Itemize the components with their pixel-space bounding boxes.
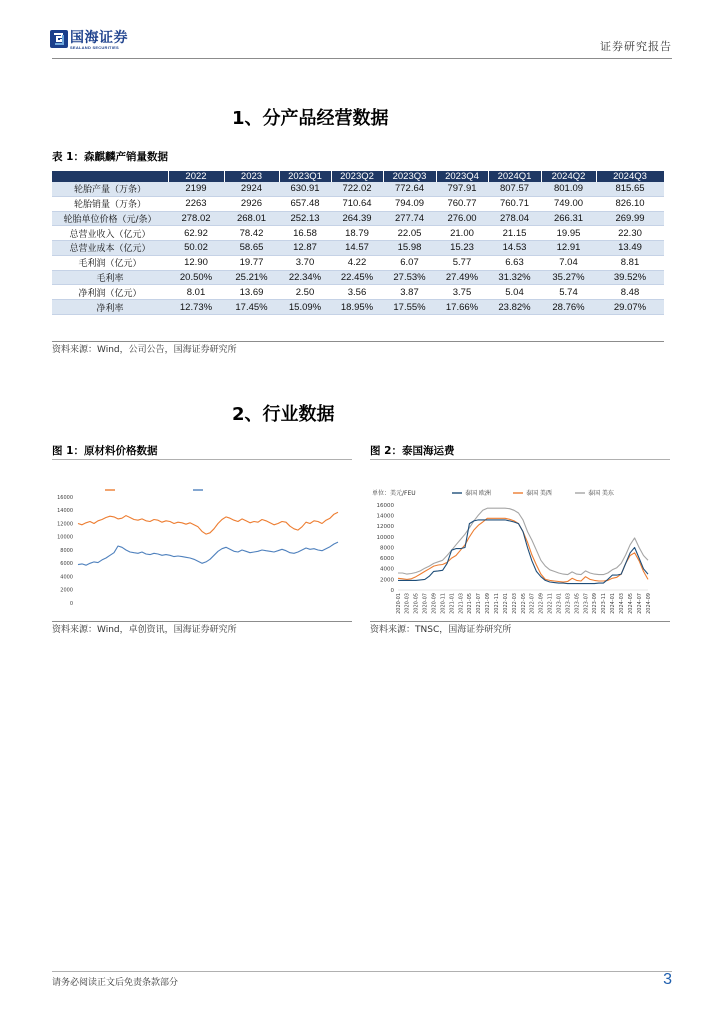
table-cell: 2199 — [168, 182, 224, 196]
x-tick-label: 2021-01 — [449, 593, 456, 614]
table-cell: 58.65 — [224, 241, 279, 256]
y-tick-label: 2000 — [380, 577, 394, 584]
raw-material-price-chart — [52, 462, 352, 620]
table-cell: 22.30 — [596, 226, 664, 241]
table-column-header: 2024Q1 — [488, 171, 541, 182]
table-cell: 760.77 — [436, 196, 488, 211]
figure1-caption: 图 1：原材料价格数据 — [52, 445, 158, 457]
table-cell: 17.55% — [383, 300, 436, 315]
table-row-label: 总营业成本（亿元） — [52, 241, 168, 256]
table-cell: 7.04 — [541, 255, 596, 270]
table-column-header: 2024Q2 — [541, 171, 596, 182]
table-cell: 22.34% — [279, 270, 331, 285]
x-tick-label: 2024-09 — [645, 593, 652, 614]
header-divider — [52, 58, 672, 59]
series-line-0 — [78, 512, 338, 534]
table-cell: 269.99 — [596, 211, 664, 226]
x-tick-label: 2023-07 — [583, 593, 590, 614]
table-cell: 12.90 — [168, 255, 224, 270]
table-cell: 62.92 — [168, 226, 224, 241]
report-type-label: 证券研究报告 — [600, 40, 672, 53]
x-tick-label: 2022-05 — [520, 593, 527, 614]
table-cell: 14.57 — [331, 241, 383, 256]
table-cell: 3.70 — [279, 255, 331, 270]
x-tick-label: 2021-05 — [467, 593, 474, 614]
figure2-source: 资料来源：TNSC，国海证券研究所 — [370, 625, 512, 635]
table-cell: 20.50% — [168, 270, 224, 285]
table-row — [52, 241, 664, 256]
table-cell: 6.07 — [383, 255, 436, 270]
table-row — [52, 211, 664, 226]
table-column-header: 2024Q3 — [596, 171, 664, 182]
table-header-row — [52, 171, 664, 182]
table-cell: 2926 — [224, 196, 279, 211]
table-cell: 8.81 — [596, 255, 664, 270]
table-cell: 19.95 — [541, 226, 596, 241]
table-cell: 21.00 — [436, 226, 488, 241]
x-tick-label: 2020-09 — [431, 593, 438, 614]
table-row — [52, 196, 664, 211]
table-cell: 2924 — [224, 182, 279, 196]
logo-icon — [50, 30, 68, 48]
x-tick-label: 2022-03 — [511, 593, 518, 614]
x-tick-label: 2023-05 — [574, 593, 581, 614]
table-cell: 5.77 — [436, 255, 488, 270]
legend-label: 泰国 欧洲 — [465, 490, 491, 498]
x-tick-label: 2020-11 — [440, 593, 447, 614]
table-cell: 4.22 — [331, 255, 383, 270]
table-cell: 2263 — [168, 196, 224, 211]
table-row — [52, 270, 664, 285]
table-cell: 797.91 — [436, 182, 488, 196]
y-tick-label: 10000 — [57, 534, 73, 541]
table-cell: 807.57 — [488, 182, 541, 196]
table-cell: 14.53 — [488, 241, 541, 256]
thailand-freight-chart — [370, 462, 670, 620]
table-cell: 794.09 — [383, 196, 436, 211]
y-tick-label: 6000 — [380, 556, 394, 562]
source-divider — [52, 341, 664, 342]
x-tick-label: 2022-09 — [538, 593, 545, 614]
series-line-1 — [78, 542, 338, 565]
table-cell: 760.71 — [488, 196, 541, 211]
table-cell: 630.91 — [279, 182, 331, 196]
table-cell: 278.02 — [168, 211, 224, 226]
table-row — [52, 285, 664, 300]
x-tick-label: 2024-07 — [636, 593, 643, 614]
x-tick-label: 2024-01 — [610, 593, 616, 614]
table-cell: 268.01 — [224, 211, 279, 226]
x-tick-label: 2022-11 — [547, 593, 554, 614]
y-tick-label: 10000 — [376, 534, 394, 541]
y-tick-label: 8000 — [380, 545, 394, 552]
y-tick-label: 4000 — [380, 566, 394, 573]
y-tick-label: 4000 — [60, 574, 73, 581]
table-cell: 2.50 — [279, 285, 331, 300]
table-cell: 826.10 — [596, 196, 664, 211]
table-cell: 21.15 — [488, 226, 541, 241]
y-tick-label: 12000 — [57, 521, 73, 528]
y-unit-label: 单位：美元/FEU — [372, 490, 416, 498]
figure1-source: 资料来源：Wind，卓创资讯，国海证券研究所 — [52, 625, 237, 635]
table-cell: 18.95% — [331, 300, 383, 315]
table-row-label: 净利润（亿元） — [52, 285, 168, 300]
series-line-1 — [398, 518, 648, 582]
table-column-header: 2023 — [224, 171, 279, 182]
table-cell: 22.05 — [383, 226, 436, 241]
y-tick-label: 0 — [390, 587, 394, 594]
table-column-header: 2023Q3 — [383, 171, 436, 182]
x-tick-label: 2021-07 — [476, 593, 483, 614]
y-tick-label: 2000 — [60, 587, 73, 594]
table-cell: 6.63 — [488, 255, 541, 270]
x-tick-label: 2020-01 — [395, 593, 402, 614]
footer-divider — [52, 971, 672, 972]
table-cell: 39.52% — [596, 270, 664, 285]
table-row — [52, 182, 664, 196]
figure2-caption: 图 2：泰国海运费 — [370, 445, 455, 457]
table-row-label: 毛利率 — [52, 270, 168, 285]
table-cell: 16.58 — [279, 226, 331, 241]
table-cell: 12.87 — [279, 241, 331, 256]
table-cell: 27.49% — [436, 270, 488, 285]
section-title-2: 2、行业数据 — [232, 404, 335, 425]
x-tick-label: 2022-07 — [529, 593, 536, 614]
x-tick-label: 2020-07 — [422, 593, 429, 614]
table-cell: 22.45% — [331, 270, 383, 285]
table-cell: 5.74 — [541, 285, 596, 300]
legend-label: 泰国 美西 — [526, 490, 552, 498]
table-cell: 15.09% — [279, 300, 331, 315]
table-row — [52, 255, 664, 270]
table-cell: 18.79 — [331, 226, 383, 241]
logo-subtext: SEALAND SECURITIES — [70, 45, 119, 50]
y-tick-label: 0 — [69, 600, 73, 607]
x-tick-label: 2020-05 — [413, 593, 420, 614]
table-cell: 252.13 — [279, 211, 331, 226]
data-table — [52, 171, 665, 315]
figure1-caption-divider — [52, 459, 352, 460]
figure2-caption-divider — [370, 459, 670, 460]
table-cell: 27.53% — [383, 270, 436, 285]
y-tick-label: 14000 — [376, 513, 394, 520]
table-cell: 29.07% — [596, 300, 664, 315]
table-cell: 25.21% — [224, 270, 279, 285]
table-row-label: 净利率 — [52, 300, 168, 315]
table-cell: 277.74 — [383, 211, 436, 226]
x-tick-label: 2023-09 — [592, 593, 599, 614]
series-line-0 — [398, 520, 648, 584]
table-corner-cell — [52, 171, 168, 182]
y-tick-label: 8000 — [60, 547, 73, 554]
table-row — [52, 300, 664, 315]
table-cell: 710.64 — [331, 196, 383, 211]
table-cell: 801.09 — [541, 182, 596, 196]
footer-disclaimer: 请务必阅读正文后免责条款部分 — [52, 978, 179, 988]
table-cell: 3.75 — [436, 285, 488, 300]
table-cell: 17.66% — [436, 300, 488, 315]
y-tick-label: 16000 — [57, 494, 73, 501]
table-cell: 8.48 — [596, 285, 664, 300]
table-row — [52, 226, 664, 241]
table-caption: 表 1：森麒麟产销量数据 — [52, 151, 168, 163]
series-line-2 — [398, 508, 648, 574]
table-cell: 276.00 — [436, 211, 488, 226]
page-number: 3 — [663, 971, 672, 988]
table-cell: 266.31 — [541, 211, 596, 226]
table-cell: 15.23 — [436, 241, 488, 256]
table-cell: 815.65 — [596, 182, 664, 196]
table-cell: 78.42 — [224, 226, 279, 241]
x-tick-label: 2024-05 — [627, 593, 634, 614]
table-cell: 722.02 — [331, 182, 383, 196]
y-tick-label: 6000 — [60, 561, 73, 567]
table-column-header: 2023Q2 — [331, 171, 383, 182]
table-cell: 3.87 — [383, 285, 436, 300]
table-cell: 17.45% — [224, 300, 279, 315]
table-row-label: 轮胎销量（万条） — [52, 196, 168, 211]
y-tick-label: 14000 — [57, 508, 73, 514]
table-cell: 8.01 — [168, 285, 224, 300]
table-column-header: 2023Q4 — [436, 171, 488, 182]
figure1-source-divider — [52, 621, 352, 622]
table-cell: 12.91 — [541, 241, 596, 256]
x-tick-label: 2023-03 — [565, 593, 572, 614]
section-title-1: 1、分产品经营数据 — [232, 108, 389, 129]
table-cell: 12.73% — [168, 300, 224, 315]
x-tick-label: 2021-03 — [458, 593, 465, 614]
x-tick-label: 2021-09 — [485, 593, 491, 614]
figure2-source-divider — [370, 621, 670, 622]
x-tick-label: 2023-11 — [601, 593, 608, 614]
x-tick-label: 2022-01 — [502, 593, 509, 614]
x-tick-label: 2023-01 — [556, 593, 563, 614]
table-cell: 35.27% — [541, 270, 596, 285]
table-row-label: 轮胎单位价格（元/条） — [52, 211, 168, 226]
x-tick-label: 2020-03 — [404, 593, 411, 614]
table-cell: 749.00 — [541, 196, 596, 211]
table-column-header: 2023Q1 — [279, 171, 331, 182]
table-cell: 5.04 — [488, 285, 541, 300]
x-tick-label: 2021-11 — [494, 593, 500, 614]
table-cell: 772.64 — [383, 182, 436, 196]
table-cell: 3.56 — [331, 285, 383, 300]
y-tick-label: 12000 — [376, 524, 394, 531]
table-column-header: 2022 — [168, 171, 224, 182]
table-cell: 19.77 — [224, 255, 279, 270]
table-cell: 23.82% — [488, 300, 541, 315]
table-cell: 13.49 — [596, 241, 664, 256]
legend-label: 泰国 美东 — [588, 490, 614, 498]
table-source: 资料来源：Wind，公司公告，国海证券研究所 — [52, 345, 237, 355]
table-row-label: 轮胎产量（万条） — [52, 182, 168, 196]
logo-text: 国海证券 — [70, 30, 128, 46]
table-cell: 264.39 — [331, 211, 383, 226]
table-cell: 657.48 — [279, 196, 331, 211]
x-tick-label: 2024-03 — [619, 593, 625, 614]
table-cell: 31.32% — [488, 270, 541, 285]
table-row-label: 总营业收入（亿元） — [52, 226, 168, 241]
table-cell: 28.76% — [541, 300, 596, 315]
table-row-label: 毛利润（亿元） — [52, 255, 168, 270]
table-cell: 15.98 — [383, 241, 436, 256]
table-cell: 50.02 — [168, 241, 224, 256]
table-cell: 13.69 — [224, 285, 279, 300]
y-tick-label: 16000 — [376, 502, 394, 509]
table-cell: 278.04 — [488, 211, 541, 226]
